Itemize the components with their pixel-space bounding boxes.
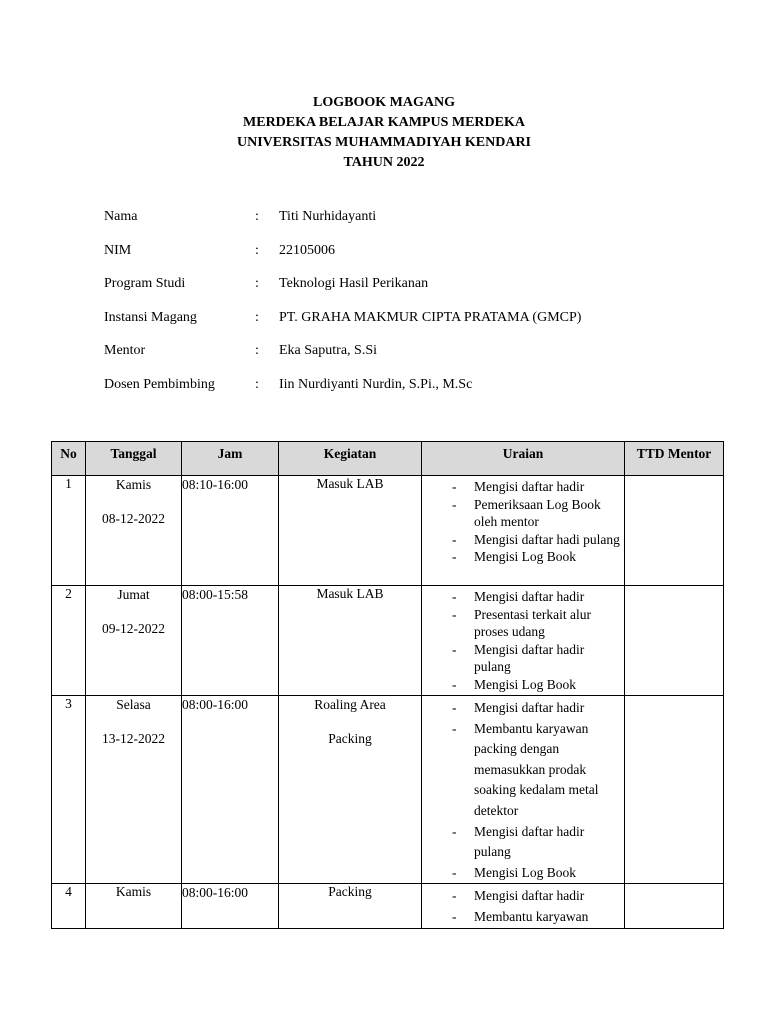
- cell-ttd-mentor: [625, 586, 724, 696]
- cell-tanggal: [86, 476, 182, 586]
- cell-uraian: [422, 586, 625, 696]
- cell-ttd-mentor: [625, 476, 724, 586]
- cell-date: 09-12-2022: [102, 621, 165, 636]
- kegiatan-item: Roaling Area: [314, 697, 386, 712]
- info-colon: :: [255, 276, 259, 291]
- col-header-uraian: Uraian: [422, 442, 625, 476]
- col-header-no: No: [52, 442, 86, 476]
- cell-kegiatan: [279, 696, 422, 884]
- uraian-item: - Mengisi daftar hadir: [422, 588, 624, 606]
- table-header-row: [52, 442, 724, 476]
- info-value: Titi Nurhidayanti: [279, 209, 377, 224]
- info-colon: :: [255, 309, 259, 325]
- cell-jam: 08:00-16:00: [182, 696, 279, 884]
- col-header-kegiatan: Kegiatan: [279, 442, 422, 476]
- cell-kegiatan: [279, 884, 422, 928]
- cell-day: Kamis: [115, 477, 152, 492]
- cell-kegiatan: [279, 476, 422, 586]
- cell-kegiatan: [279, 586, 422, 696]
- cell-ttd-mentor: [625, 884, 724, 928]
- cell-jam: 08:00-16:00: [182, 884, 279, 928]
- info-value: Eka Saputra, S.Si: [279, 343, 377, 358]
- info-label: NIM: [104, 242, 132, 258]
- cell-jam: 08:00-15:58: [182, 586, 279, 696]
- uraian-item: - Mengisi daftar hadir: [422, 478, 624, 496]
- uraian-item: - Mengisi Log Book: [422, 676, 624, 694]
- uraian-item: - Mengisi daftar hadi pulang: [422, 531, 624, 549]
- uraian-item: - Membantu karyawan packing dengan memasukkan prodak soaking kedalam metal detektor: [422, 719, 624, 822]
- cell-no: 2: [52, 586, 86, 696]
- info-value: PT. GRAHA MAKMUR CIPTA PRATAMA (GMCP): [279, 309, 582, 325]
- uraian-item: - Mengisi daftar hadir pulang: [422, 822, 624, 863]
- cell-tanggal: [86, 884, 182, 928]
- cell-ttd-mentor: [625, 696, 724, 884]
- kegiatan-item: Packing: [328, 884, 372, 900]
- uraian-item: - Mengisi Log Book: [422, 863, 624, 884]
- uraian-item: - Mengisi daftar hadir pulang: [422, 641, 624, 676]
- uraian-item: - Membantu karyawan: [422, 907, 624, 928]
- info-label: Nama: [104, 209, 138, 224]
- info-colon: :: [255, 376, 259, 392]
- col-header-tanggal: Tanggal: [86, 442, 182, 476]
- cell-date: 08-12-2022: [102, 511, 165, 526]
- col-header-ttd-mentor: TTD Mentor: [625, 442, 724, 476]
- doc-subtitle-year: TAHUN 2022: [343, 155, 425, 170]
- info-value: 22105006: [279, 242, 335, 258]
- cell-no: 1: [52, 476, 86, 586]
- cell-no: 3: [52, 696, 86, 884]
- cell-uraian: [422, 696, 625, 884]
- info-value: Teknologi Hasil Perikanan: [279, 276, 429, 291]
- info-label: Program Studi: [104, 276, 186, 291]
- col-header-jam: Jam: [182, 442, 279, 476]
- table-row: [52, 476, 724, 586]
- table-row: [52, 884, 724, 928]
- cell-day: Selasa: [116, 697, 151, 712]
- kegiatan-item: Masuk LAB: [316, 586, 384, 601]
- uraian-item: - Mengisi daftar hadir: [422, 886, 624, 907]
- cell-jam: 08:10-16:00: [182, 476, 279, 586]
- doc-subtitle-university: UNIVERSITAS MUHAMMADIYAH KENDARI: [236, 135, 532, 150]
- info-value: Iin Nurdiyanti Nurdin, S.Pi., M.Sc: [279, 376, 473, 392]
- logbook-table: [51, 441, 724, 929]
- doc-subtitle-program: MERDEKA BELAJAR KAMPUS MERDEKA: [243, 115, 525, 130]
- kegiatan-item: Masuk LAB: [316, 476, 384, 491]
- uraian-item: - Pemeriksaan Log Book oleh mentor: [422, 496, 624, 531]
- table-row: [52, 586, 724, 696]
- cell-date: 13-12-2022: [102, 731, 165, 746]
- kegiatan-item: Packing: [328, 731, 372, 746]
- document-header: [0, 93, 768, 173]
- doc-title: LOGBOOK MAGANG: [313, 95, 455, 110]
- cell-tanggal: [86, 696, 182, 884]
- uraian-item: - Presentasi terkait alur proses udang: [422, 606, 624, 641]
- info-colon: :: [255, 209, 259, 224]
- cell-tanggal: [86, 586, 182, 696]
- info-colon: :: [255, 343, 259, 358]
- cell-day: Kamis: [115, 884, 152, 900]
- info-label: Dosen Pembimbing: [104, 376, 215, 392]
- cell-day: Jumat: [117, 587, 150, 602]
- info-label: Mentor: [104, 343, 146, 358]
- info-colon: :: [255, 242, 259, 258]
- table-row: [52, 696, 724, 884]
- cell-uraian: [422, 884, 625, 928]
- uraian-item: - Mengisi Log Book: [422, 548, 624, 566]
- info-label: Instansi Magang: [104, 309, 197, 325]
- cell-uraian: [422, 476, 625, 586]
- uraian-item: - Mengisi daftar hadir: [422, 698, 624, 719]
- cell-no: 4: [52, 884, 86, 928]
